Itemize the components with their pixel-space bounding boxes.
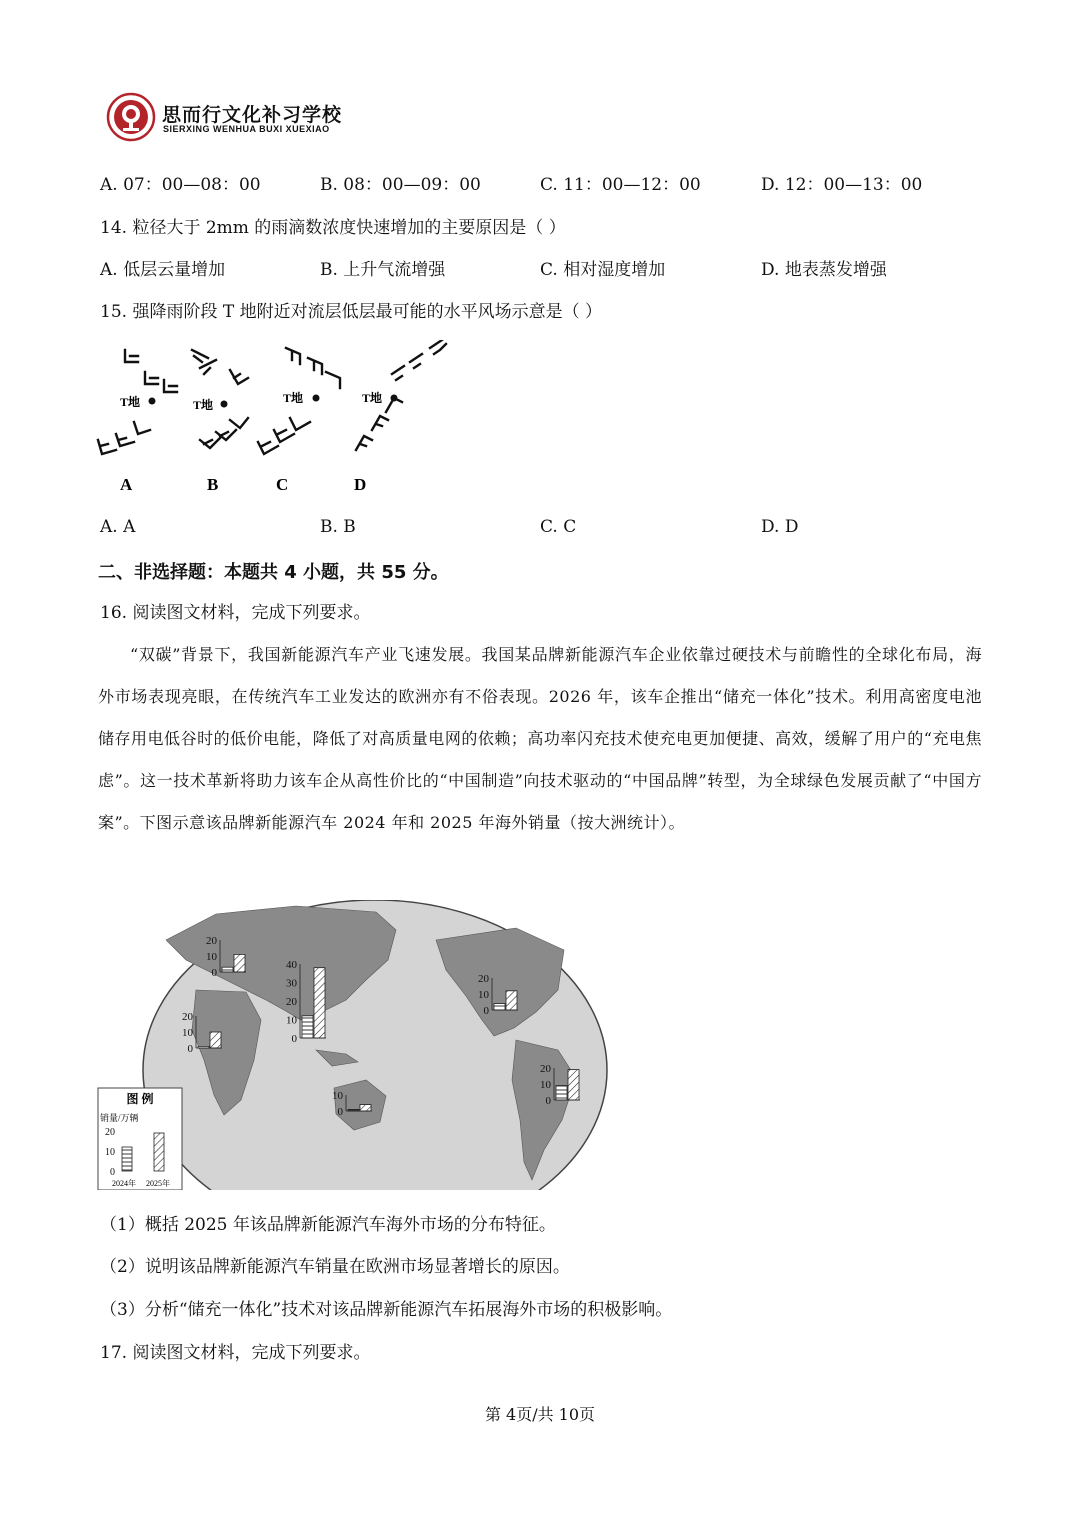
q14-option-d: D. 地表蒸发增强	[761, 260, 887, 280]
panel-a-label: A	[120, 475, 133, 494]
q15-stem: 15. 强降雨阶段 T 地附近对流层低层最可能的水平风场示意是（ ）	[100, 302, 602, 322]
bar-europe-2024	[222, 967, 233, 972]
legend-tick-label: 10	[105, 1147, 115, 1158]
bar-north-america-2025	[506, 991, 517, 1010]
q15-option-a: A. A	[100, 517, 136, 537]
section-title: 二、非选择题：本题共 4 小题，共 55 分。	[98, 562, 449, 583]
bar-south-america-2024	[556, 1086, 567, 1100]
q16-passage	[98, 634, 982, 844]
q15-option-b: B. B	[320, 517, 356, 537]
wind-field-figure	[90, 340, 470, 500]
bar-africa-2025	[210, 1032, 221, 1048]
school-name-cn: 思而行文化补习学校	[162, 104, 343, 126]
panel-a-point-label: T地	[120, 395, 141, 409]
bar-north-america-2024	[494, 1004, 505, 1010]
tick-label-asia: 20	[286, 996, 297, 1008]
tick-label-north-america: 0	[483, 1005, 489, 1017]
bar-south-america-2025	[568, 1070, 579, 1100]
tick-label-oceania: 0	[337, 1106, 343, 1118]
legend-bar-2024	[122, 1147, 132, 1171]
legend-ylabel: 销量/万辆	[100, 1113, 139, 1123]
q16-sub-question-1: （1）概括 2025 年该品牌新能源汽车海外市场的分布特征。	[100, 1215, 556, 1235]
legend-tick-label: 0	[110, 1167, 115, 1178]
school-logo	[106, 92, 156, 142]
legend-title: 图 例	[126, 1092, 154, 1106]
legend-bar-2025	[154, 1133, 164, 1171]
tick-label-africa: 0	[187, 1043, 193, 1055]
q16-passage-text: “双碳”背景下，我国新能源汽车产业飞速发展。我国某品牌新能源汽车企业依靠过硬技术与前瞻性的全球化布局，海外市场表现亮眼，在传统汽车工业发达的欧洲亦有不俗表现。2026 年，该车企推出“储充一体化”技术。利用高密度电池储存用电低谷时的低价电能，降低了对高质量电网的依赖；高功率闪充技术使充电更加便捷、高效，缓解了用户的“充电焦虑”。这一技术革新将助力该车企从高性价比的“中国制造”向技术驱动的“中国品牌”转型，为全球绿色发展贡献了“中国方案”。下图示意该品牌新能源汽车 2024 年和 2025 年海外销量（按大洲统计）。	[98, 645, 982, 832]
tick-label-asia: 10	[286, 1014, 297, 1027]
q16-sub-question-3: （3）分析“储充一体化”技术对该品牌新能源汽车拓展海外市场的积极影响。	[100, 1300, 673, 1320]
bar-oceania-2025	[360, 1105, 371, 1111]
q15-option-d: D. D	[761, 517, 799, 537]
page-number: 第 4页/共 10页	[484, 1405, 596, 1424]
legend-tick-label: 20	[105, 1127, 115, 1138]
school-name-en: SIERXING WENHUA BUXI XUEXIAO	[163, 124, 330, 134]
tick-label-south-america: 20	[540, 1063, 551, 1075]
panel-d-label: D	[354, 475, 367, 494]
q14-option-b: B. 上升气流增强	[320, 260, 446, 280]
tick-label-europe: 20	[206, 935, 217, 947]
panel-b-label: B	[207, 475, 219, 494]
legend-year-2025: 2025年	[146, 1179, 170, 1188]
q17-stem: 17. 阅读图文材料，完成下列要求。	[100, 1343, 371, 1363]
tick-label-oceania: 10	[332, 1090, 343, 1102]
tick-label-europe: 10	[206, 951, 217, 963]
bar-asia-2024	[302, 1016, 313, 1038]
legend-year-2024: 2024年	[112, 1179, 136, 1188]
bar-europe-2025	[234, 954, 245, 972]
tick-label-europe: 0	[211, 967, 217, 979]
q16-sub-question-2: （2）说明该品牌新能源汽车销量在欧洲市场显著增长的原因。	[100, 1257, 570, 1277]
q13-option-b: B. 08：00—09：00	[320, 175, 481, 195]
tick-label-south-america: 10	[540, 1079, 551, 1091]
tick-label-north-america: 10	[478, 989, 489, 1001]
q14-option-c: C. 相对湿度增加	[540, 260, 666, 280]
panel-c-point-label: T地	[283, 391, 304, 405]
tick-label-africa: 20	[182, 1011, 193, 1023]
panel-b-point-label: T地	[193, 398, 214, 412]
tick-label-asia: 30	[286, 977, 297, 990]
tick-label-asia: 40	[286, 959, 297, 971]
panel-d-point-label: T地	[362, 391, 383, 405]
tick-label-north-america: 20	[478, 973, 489, 985]
bar-asia-2025	[314, 968, 325, 1038]
q13-option-d: D. 12：00—13：00	[761, 175, 923, 195]
q14-option-a: A. 低层云量增加	[100, 260, 226, 280]
overseas-sales-map-chart	[96, 900, 608, 1190]
panel-c-label: C	[276, 475, 289, 494]
chart-legend	[98, 1088, 182, 1190]
q14-stem: 14. 粒径大于 2mm 的雨滴数浓度快速增加的主要原因是（ ）	[100, 218, 566, 238]
q13-option-a: A. 07：00—08：00	[100, 175, 261, 195]
tick-label-south-america: 0	[545, 1095, 551, 1107]
q13-option-c: C. 11：00—12：00	[540, 175, 701, 195]
q16-stem: 16. 阅读图文材料，完成下列要求。	[100, 603, 371, 623]
tick-label-africa: 10	[182, 1027, 193, 1039]
school-emblem-icon	[106, 92, 156, 142]
tick-label-asia: 0	[291, 1033, 297, 1045]
q15-option-c: C. C	[540, 517, 577, 537]
